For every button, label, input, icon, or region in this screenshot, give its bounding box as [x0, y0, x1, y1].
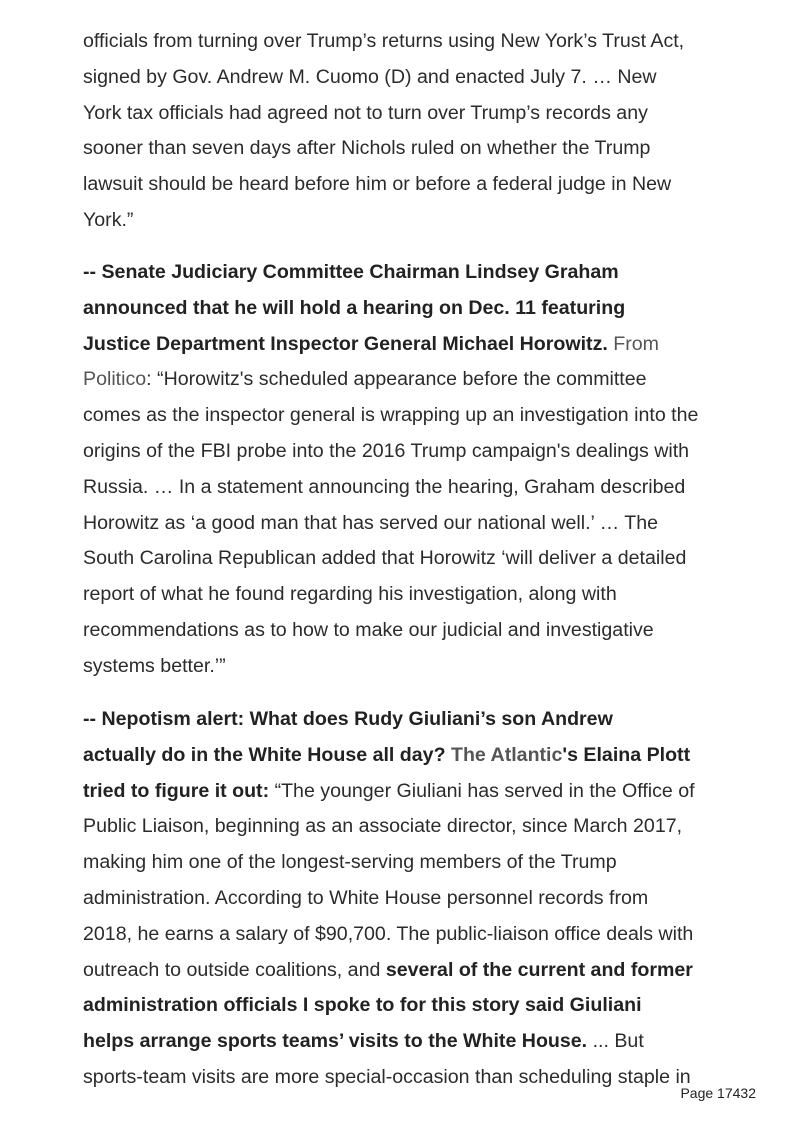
paragraph-horowitz-hearing	[83, 255, 733, 685]
paragraph-giuliani	[83, 702, 733, 1096]
text-line: Horowitz as ‘a good man that has served our national well.’ … The	[83, 511, 659, 534]
headline-line: -- Senate Judiciary Committee Chairman Lindsey Graham	[83, 261, 619, 283]
politico-link[interactable]: Politico	[83, 368, 147, 391]
text-line: sooner than seven days after Nichols ruled on whether the Trump	[83, 137, 651, 160]
text-line: Public Liaison, beginning as an associate director, since March 2017,	[83, 815, 683, 838]
text-line: report of what he found regarding his investigation, along with	[83, 583, 617, 606]
text-line: administration. According to White House personnel records from	[83, 886, 649, 909]
paragraph-trust-act	[83, 24, 733, 239]
text-line: York tax officials had agreed not to turn over Trump’s records any	[83, 101, 648, 124]
text-line: recommendations as to how to make our judicial and investigative	[83, 618, 654, 641]
text-line: officials from turning over Trump’s returns using New York’s Trust Act,	[83, 30, 685, 52]
text-line: Russia. … In a statement announcing the hearing, Graham described	[83, 475, 686, 498]
text-line: making him one of the longest-serving members of the Trump	[83, 851, 617, 874]
text-line: lawsuit should be heard before him or before a federal judge in New	[83, 173, 672, 196]
text-line	[83, 362, 733, 398]
text-line: signed by Gov. Andrew M. Cuomo (D) and enacted July 7. … New	[83, 65, 657, 88]
text-line: origins of the FBI probe into the 2016 Trump campaign's dealings with	[83, 439, 690, 462]
headline-line: announced that he will hold a hearing on Dec. 11 featuring	[83, 296, 626, 319]
headline-segment: tried to figure it out:	[83, 779, 270, 802]
quote-text: “The younger Giuliani has served in the Office of	[269, 779, 695, 802]
headline-segment: actually do in the White House all day?	[83, 743, 451, 766]
the-atlantic-link[interactable]: The Atlantic	[451, 743, 563, 766]
text-line	[83, 327, 733, 363]
quote-text: ... But	[587, 1030, 644, 1053]
headline-segment: 's Elaina Plott	[562, 743, 691, 766]
text-line: York.”	[83, 208, 134, 231]
text-line	[83, 738, 733, 774]
from-label: From	[607, 332, 659, 355]
quote-text: outreach to outside coalitions, and	[83, 958, 386, 981]
text-line: South Carolina Republican added that Horowitz ‘will deliver a detailed	[83, 547, 687, 570]
text-line: 2018, he earns a salary of $90,700. The public-liaison office deals with	[83, 922, 694, 945]
text-line	[83, 953, 733, 989]
page-number: Page 17432	[680, 1085, 756, 1101]
headline-line: -- Nepotism alert: What does Rudy Giuliani’s son Andrew	[83, 708, 613, 730]
emphasis-text: helps arrange sports teams’ visits to the White House.	[83, 1030, 588, 1053]
text-line: comes as the inspector general is wrapping up an investigation into the	[83, 404, 699, 427]
text-line: sports-team visits are more special-occasion than scheduling staple in	[83, 1065, 691, 1088]
text-line: systems better.’”	[83, 654, 226, 677]
headline-segment: Justice Department Inspector General Michael Horowitz.	[83, 332, 608, 355]
emphasis-text: several of the current and former	[385, 958, 693, 981]
text-line	[83, 774, 733, 810]
document-page	[83, 0, 733, 1123]
text-line	[83, 1024, 733, 1060]
quote-text: : “Horowitz's scheduled appearance before the committee	[146, 368, 647, 391]
emphasis-line: administration officials I spoke to for this story said Giuliani	[83, 994, 642, 1017]
